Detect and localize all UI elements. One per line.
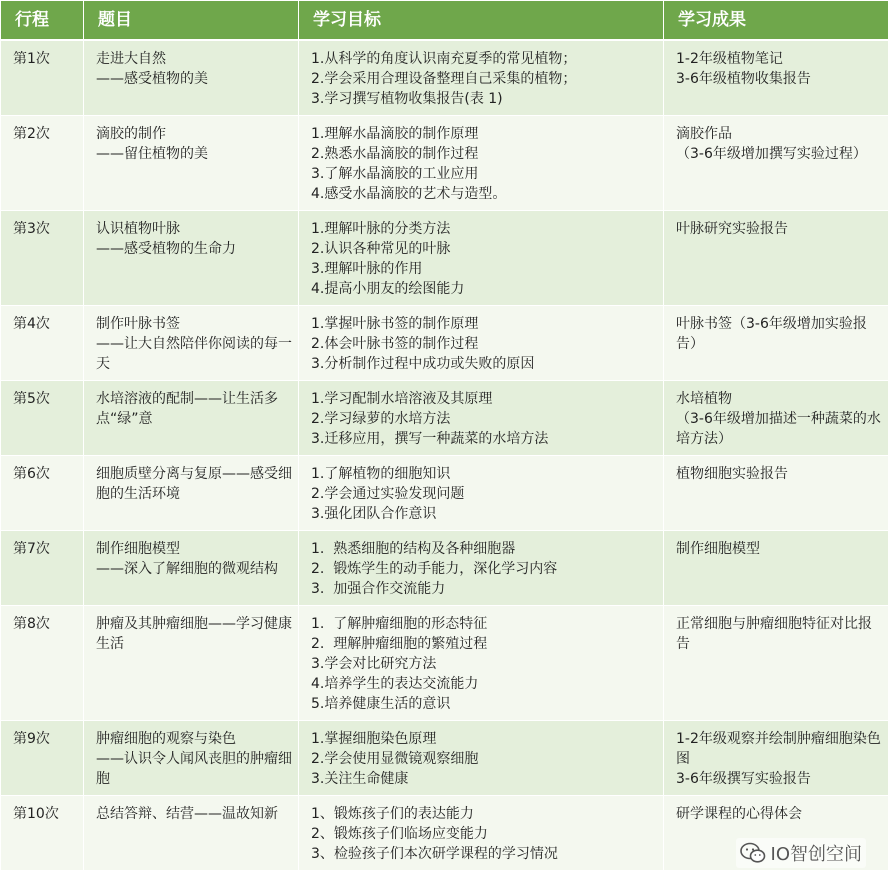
outcome-line: 叶脉书签（3-6年级增加实验报告）	[676, 316, 867, 352]
table-row	[1, 721, 889, 796]
goal-line: 1.学习配制水培溶液及其原理	[311, 391, 493, 407]
goal-line: 1.掌握叶脉书签的制作原理	[311, 316, 479, 332]
watermark	[736, 838, 866, 868]
cell-topic	[84, 40, 299, 116]
goal-line: 2.学会通过实验发现问题	[311, 486, 465, 502]
table-row	[1, 116, 889, 211]
cell-session: 第4次	[1, 306, 84, 381]
outcome-line: 3-6年级植物收集报告	[676, 71, 811, 87]
topic-line: 总结答辩、结营——温故知新	[96, 806, 278, 822]
goal-line: 3.理解叶脉的作用	[311, 261, 423, 277]
cell-outcome	[664, 606, 889, 721]
goal-line: 3.分析制作过程中成功或失败的原因	[311, 356, 535, 372]
header-goals: 学习目标	[299, 1, 664, 41]
topic-line: 制作叶脉书签	[96, 316, 180, 332]
cell-goals	[299, 116, 664, 211]
topic-line: ——感受植物的美	[96, 71, 208, 87]
topic-line: 滴胶的制作	[96, 126, 166, 142]
goal-line: 2. 理解肿瘤细胞的繁殖过程	[311, 636, 488, 652]
topic-line: ——感受植物的生命力	[96, 241, 236, 257]
cell-outcome	[664, 40, 889, 116]
cell-session: 第3次	[1, 211, 84, 306]
table-header-row	[1, 1, 889, 41]
header-outcome: 学习成果	[664, 1, 889, 41]
goal-line: 4.感受水晶滴胶的艺术与造型。	[311, 186, 507, 202]
goal-line: 1. 了解肿瘤细胞的形态特征	[311, 616, 488, 632]
cell-outcome	[664, 211, 889, 306]
goal-line: 3.迁移应用，撰写一种蔬菜的水培方法	[311, 431, 549, 447]
cell-topic	[84, 306, 299, 381]
cell-topic	[84, 531, 299, 606]
goal-line: 2.熟悉水晶滴胶的制作过程	[311, 146, 479, 162]
goal-line: 1.理解叶脉的分类方法	[311, 221, 451, 237]
cell-outcome	[664, 306, 889, 381]
outcome-line: 正常细胞与肿瘤细胞特征对比报告	[676, 616, 872, 652]
cell-topic	[84, 721, 299, 796]
cell-goals	[299, 306, 664, 381]
cell-goals	[299, 796, 664, 871]
goal-line: 1、锻炼孩子们的表达能力	[311, 806, 474, 822]
goal-line: 2.学会使用显微镜观察细胞	[311, 751, 479, 767]
goal-line: 2.学会采用合理设备整理自己采集的植物；	[311, 71, 577, 87]
goal-line: 1. 熟悉细胞的结构及各种细胞器	[311, 541, 516, 557]
outcome-line: （3-6年级增加描述一种蔬菜的水培方法）	[676, 411, 881, 447]
table-row	[1, 381, 889, 456]
cell-outcome	[664, 721, 889, 796]
topic-line: ——认识令人闻风丧胆的肿瘤细胞	[96, 751, 292, 787]
goal-line: 2.体会叶脉书签的制作过程	[311, 336, 479, 352]
cell-session: 第6次	[1, 456, 84, 531]
goal-line: 3.学习撰写植物收集报告(表 1)	[311, 91, 503, 107]
goal-line: 4.培养学生的表达交流能力	[311, 676, 479, 692]
outcome-line: 滴胶作品	[676, 126, 732, 142]
outcome-line: 水培植物	[676, 391, 732, 407]
table-row	[1, 531, 889, 606]
topic-line: 肿瘤及其肿瘤细胞——学习健康生活	[96, 616, 292, 652]
goal-line: 1.从科学的角度认识南充夏季的常见植物；	[311, 51, 577, 67]
table-row	[1, 211, 889, 306]
cell-goals	[299, 211, 664, 306]
goal-line: 4.提高小朋友的绘图能力	[311, 281, 465, 297]
outcome-line: 植物细胞实验报告	[676, 466, 788, 482]
watermark-text: IO智创空间	[770, 844, 862, 865]
topic-line: 肿瘤细胞的观察与染色	[96, 731, 236, 747]
outcome-line: 1-2年级观察并绘制肿瘤细胞染色图	[676, 731, 881, 767]
goal-line: 1.掌握细胞染色原理	[311, 731, 437, 747]
goal-line: 2. 锻炼学生的动手能力，深化学习内容	[311, 561, 558, 577]
cell-outcome	[664, 531, 889, 606]
goal-line: 1.了解植物的细胞知识	[311, 466, 451, 482]
cell-goals	[299, 531, 664, 606]
cell-goals	[299, 40, 664, 116]
cell-session: 第2次	[1, 116, 84, 211]
goal-line: 3.学会对比研究方法	[311, 656, 437, 672]
table-row	[1, 40, 889, 116]
cell-goals	[299, 606, 664, 721]
goal-line: 2.学习绿萝的水培方法	[311, 411, 451, 427]
cell-topic	[84, 116, 299, 211]
header-topic: 题目	[84, 1, 299, 41]
cell-topic	[84, 606, 299, 721]
cell-topic	[84, 796, 299, 871]
wechat-icon	[740, 842, 766, 864]
cell-outcome	[664, 456, 889, 531]
goal-line: 3.强化团队合作意识	[311, 506, 437, 522]
outcome-line: 1-2年级植物笔记	[676, 51, 783, 67]
cell-session: 第10次	[1, 796, 84, 871]
topic-line: 制作细胞模型	[96, 541, 180, 557]
topic-line: 水培溶液的配制——让生活多点“绿”意	[96, 391, 278, 427]
cell-session: 第9次	[1, 721, 84, 796]
outcome-line: 研学课程的心得体会	[676, 806, 802, 822]
table-row	[1, 306, 889, 381]
header-session: 行程	[1, 1, 84, 41]
topic-line: ——深入了解细胞的微观结构	[96, 561, 278, 577]
goal-line: 2、锻炼孩子们临场应变能力	[311, 826, 488, 842]
outcome-line: （3-6年级增加撰写实验过程）	[676, 146, 867, 162]
table-row	[1, 606, 889, 721]
cell-topic	[84, 456, 299, 531]
cell-outcome	[664, 116, 889, 211]
cell-goals	[299, 381, 664, 456]
goal-line: 2.认识各种常见的叶脉	[311, 241, 451, 257]
cell-goals	[299, 721, 664, 796]
cell-outcome	[664, 381, 889, 456]
cell-topic	[84, 381, 299, 456]
cell-session: 第7次	[1, 531, 84, 606]
topic-line: 细胞质壁分离与复原——感受细胞的生活环境	[96, 466, 292, 502]
cell-session: 第1次	[1, 40, 84, 116]
goal-line: 5.培养健康生活的意识	[311, 696, 451, 712]
topic-line: 认识植物叶脉	[96, 221, 180, 237]
outcome-line: 制作细胞模型	[676, 541, 760, 557]
topic-line: ——留住植物的美	[96, 146, 208, 162]
goal-line: 3、检验孩子们本次研学课程的学习情况	[311, 846, 558, 862]
outcome-line: 叶脉研究实验报告	[676, 221, 788, 237]
cell-goals	[299, 456, 664, 531]
goal-line: 3. 加强合作交流能力	[311, 581, 446, 597]
table-body	[1, 40, 889, 871]
cell-topic	[84, 211, 299, 306]
goal-line: 1.理解水晶滴胶的制作原理	[311, 126, 479, 142]
cell-session: 第5次	[1, 381, 84, 456]
topic-line: ——让大自然陪伴你阅读的每一天	[96, 336, 292, 372]
goal-line: 3.了解水晶滴胶的工业应用	[311, 166, 479, 182]
cell-session: 第8次	[1, 606, 84, 721]
topic-line: 走进大自然	[96, 51, 166, 67]
table-row	[1, 456, 889, 531]
outcome-line: 3-6年级撰写实验报告	[676, 771, 811, 787]
goal-line: 3.关注生命健康	[311, 771, 409, 787]
